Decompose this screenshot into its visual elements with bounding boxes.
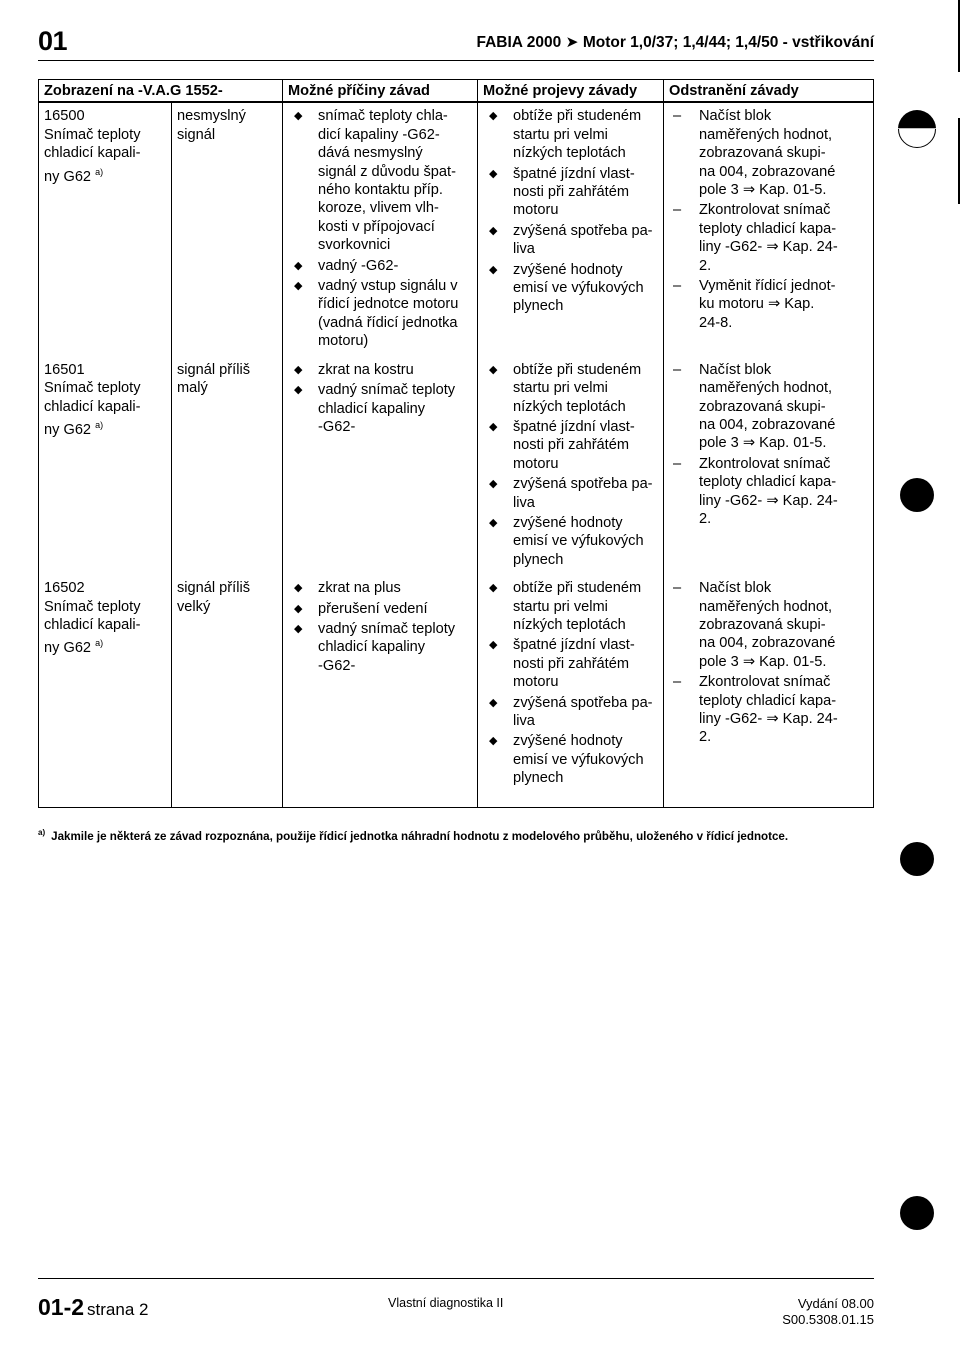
component-name (44, 598, 167, 658)
cause-item (288, 600, 473, 618)
symptom-item-text: obtíže při studeném startu pri velmi nízkých teplotách (513, 361, 642, 415)
symptom-item (483, 222, 659, 259)
component-text: Snímač teploty chladicí kapali- ny G62 (44, 126, 141, 185)
column-header-causes: Možné příčiny závad (283, 80, 478, 103)
signal-cell (172, 102, 283, 356)
cause-item-text: vadný vstup signálu v řídicí jednotce motoru (vadná řídicí jednotka motoru) (318, 278, 459, 350)
header-rule (38, 60, 874, 61)
symptoms-list (483, 361, 659, 569)
symptoms-cell (478, 357, 664, 575)
cause-item-text: zkrat na kostru (318, 361, 414, 378)
section-number: 01 (38, 26, 68, 56)
bullet-diamond-icon: ◆ (489, 582, 498, 595)
symptom-item (483, 636, 659, 691)
cause-item-text: snímač teploty chla- dicí kapaliny -G62- dává nesmyslný signál z důvodu špat- ného kontaktu příp. koroze, vlivem vlh- kosti v přípojovací svorkovnici (318, 108, 456, 254)
page-edge-line (958, 118, 960, 204)
causes-cell (283, 357, 478, 575)
footnote-ref: a) (95, 638, 104, 649)
footer-chapter: Vlastní diagnostika II (388, 1296, 504, 1310)
fix-item (669, 455, 869, 529)
edition-label: Vydání 08.00 (797, 1296, 874, 1311)
bullet-diamond-icon: ◆ (489, 696, 498, 709)
symptom-item (483, 475, 659, 512)
symptoms-list (483, 579, 659, 787)
cause-item (288, 361, 473, 379)
column-header-symptoms: Možné projevy závady (478, 80, 664, 103)
causes-cell (283, 102, 478, 356)
page-edge-line (958, 0, 960, 72)
binder-hole (900, 478, 934, 512)
fix-item-text: Načíst blok naměřených hodnot, zobrazovaná skupi- na 004, zobrazované pole 3 ⇒ Kap. 01-5. (699, 108, 836, 199)
footnote-text: Jakmile je některá ze závad rozpoznána, použije řídicí jednotka náhradní hodnotu z modelového průběhu, uloženého v řídicí jednotce. (51, 829, 789, 843)
cause-item (288, 107, 473, 254)
fix-item (669, 361, 869, 453)
fixes-cell (664, 102, 874, 356)
cause-item-text: vadný snímač teploty chladicí kapaliny -G62- (318, 620, 456, 674)
symptom-item-text: zvýšené hodnoty emisí ve výfukových plynech (513, 733, 644, 787)
column-header-fixes: Odstranění závady (664, 80, 874, 103)
table-header-row (39, 80, 874, 103)
bullet-diamond-icon: ◆ (489, 478, 498, 491)
symptom-item-text: zvýšená spotřeba pa- liva (513, 222, 653, 258)
fault-code: 16501 (44, 361, 85, 378)
fault-code-cell (39, 575, 172, 808)
bullet-diamond-icon: ◆ (294, 363, 303, 376)
fix-item (669, 673, 869, 747)
fix-item (669, 107, 869, 199)
fault-code: 16502 (44, 580, 85, 597)
document-title: FABIA 2000 ➤ Motor 1,0/37; 1,4/44; 1,4/50 - vstřikování (476, 34, 874, 51)
symptom-item-text: špatné jízdní vlast- nosti při zahřátém motoru (513, 418, 635, 472)
bullet-diamond-icon: ◆ (489, 263, 498, 276)
fixes-list (669, 579, 869, 747)
bullet-diamond-icon: ◆ (489, 420, 498, 433)
footnote-mark: a) (38, 828, 46, 837)
bullet-diamond-icon: ◆ (294, 582, 303, 595)
bullet-diamond-icon: ◆ (489, 516, 498, 529)
symptom-item-text: zvýšené hodnoty emisí ve výfukových plynech (513, 261, 644, 315)
signal-cell (172, 357, 283, 575)
dash-icon: – (673, 674, 682, 691)
component-name (44, 126, 167, 186)
symptom-item (483, 514, 659, 569)
table-row (39, 575, 874, 808)
dash-icon: – (673, 278, 682, 295)
bullet-diamond-icon: ◆ (489, 224, 498, 237)
symptom-item-text: špatné jízdní vlast- nosti při zahřátém motoru (513, 165, 635, 219)
signal-cell (172, 575, 283, 808)
symptom-item-text: obtíže při studeném startu pri velmi nízkých teplotách (513, 580, 642, 633)
fix-item (669, 201, 869, 275)
fix-item-text: Zkontrolovat snímač teploty chladicí kapa- liny -G62- ⇒ Kap. 24- 2. (699, 202, 838, 274)
footnote (38, 828, 788, 843)
bullet-diamond-icon: ◆ (294, 384, 303, 397)
column-header-display: Zobrazení na -V.A.G 1552- (39, 80, 283, 103)
symptoms-cell (478, 575, 664, 808)
fix-item-text: Zkontrolovat snímač teploty chladicí kapa- liny -G62- ⇒ Kap. 24- 2. (699, 455, 838, 527)
bullet-diamond-icon: ◆ (489, 735, 498, 748)
bullet-diamond-icon: ◆ (294, 110, 303, 123)
cause-item (288, 257, 473, 275)
symptom-item-text: zvýšená spotřeba pa- liva (513, 694, 653, 729)
dash-icon: – (673, 108, 682, 125)
causes-list (288, 579, 473, 675)
fix-item-text: Načíst blok naměřených hodnot, zobrazovaná skupi- na 004, zobrazované pole 3 ⇒ Kap. 01-5. (699, 361, 836, 452)
bullet-diamond-icon: ◆ (489, 363, 498, 376)
document-code: S00.5308.01.15 (782, 1312, 874, 1327)
symptom-item (483, 579, 659, 634)
symptom-item (483, 418, 659, 473)
component-name (44, 379, 167, 439)
component-text: Snímač teploty chladicí kapali- ny G62 (44, 598, 141, 657)
symptom-item-text: zvýšená spotřeba pa- liva (513, 476, 653, 511)
fixes-cell (664, 575, 874, 808)
table-row (39, 102, 874, 356)
fixes-list (669, 361, 869, 529)
causes-list (288, 361, 473, 437)
fix-item (669, 579, 869, 671)
symptom-item-text: zvýšené hodnoty emisí ve výfukových plynech (513, 514, 644, 568)
bullet-diamond-icon: ◆ (294, 602, 303, 615)
dash-icon: – (673, 580, 682, 597)
page-number: 01-2 (38, 1294, 85, 1320)
fix-item-text: Zkontrolovat snímač teploty chladicí kapa- liny -G62- ⇒ Kap. 24- 2. (699, 674, 838, 746)
fault-code: 16500 (44, 108, 85, 125)
bullet-diamond-icon: ◆ (489, 639, 498, 652)
symptom-item-text: špatné jízdní vlast- nosti při zahřátém motoru (513, 637, 635, 691)
bullet-diamond-icon: ◆ (489, 167, 498, 180)
symptoms-list (483, 107, 659, 315)
cause-item (288, 579, 473, 597)
binder-hole (900, 842, 934, 876)
footer-edition (782, 1296, 874, 1328)
cause-item (288, 620, 473, 675)
symptom-item (483, 165, 659, 220)
dash-icon: – (673, 361, 682, 378)
causes-cell (283, 575, 478, 808)
footer-page-number (38, 1294, 148, 1321)
binder-hole (900, 1196, 934, 1230)
cause-item-text: vadný snímač teploty chladicí kapaliny -G62- (318, 382, 456, 435)
fix-item-text: Vyměnit řídicí jednot- ku motoru ⇒ Kap. 24-8. (699, 278, 836, 331)
symptom-item (483, 107, 659, 162)
page-label: strana 2 (87, 1300, 149, 1319)
symptom-item-text: obtíže při studeném startu pri velmi nízkých teplotách (513, 108, 642, 162)
component-text: Snímač teploty chladicí kapali- ny G62 (44, 380, 141, 438)
signal-text: nesmyslný signál (177, 108, 246, 143)
bullet-diamond-icon: ◆ (489, 110, 498, 123)
cause-item (288, 381, 473, 436)
signal-text: signál příliš velký (177, 580, 250, 615)
fix-item-text: Načíst blok naměřených hodnot, zobrazovaná skupi- na 004, zobrazované pole 3 ⇒ Kap. 01-5. (699, 580, 836, 670)
dash-icon: – (673, 455, 682, 472)
symptom-item (483, 694, 659, 731)
diagnostic-table (38, 79, 874, 808)
cause-item (288, 277, 473, 351)
symptoms-cell (478, 102, 664, 356)
bullet-diamond-icon: ◆ (294, 280, 303, 293)
dash-icon: – (673, 202, 682, 219)
cause-item-text: přerušení vedení (318, 600, 428, 617)
cause-item-text: zkrat na plus (318, 580, 401, 597)
fixes-cell (664, 357, 874, 575)
symptom-item (483, 732, 659, 787)
signal-text: signál příliš malý (177, 361, 250, 397)
fault-code-cell (39, 357, 172, 575)
bullet-diamond-icon: ◆ (294, 622, 303, 635)
table-row (39, 357, 874, 575)
bullet-diamond-icon: ◆ (294, 259, 303, 272)
causes-list (288, 107, 473, 350)
footer-rule (38, 1278, 874, 1279)
fault-code-cell (39, 102, 172, 356)
symptom-item (483, 261, 659, 316)
fix-item (669, 277, 869, 332)
footnote-ref: a) (95, 166, 104, 177)
fixes-list (669, 107, 869, 332)
cause-item-text: vadný -G62- (318, 257, 399, 274)
footnote-ref: a) (95, 419, 104, 430)
symptom-item (483, 361, 659, 416)
